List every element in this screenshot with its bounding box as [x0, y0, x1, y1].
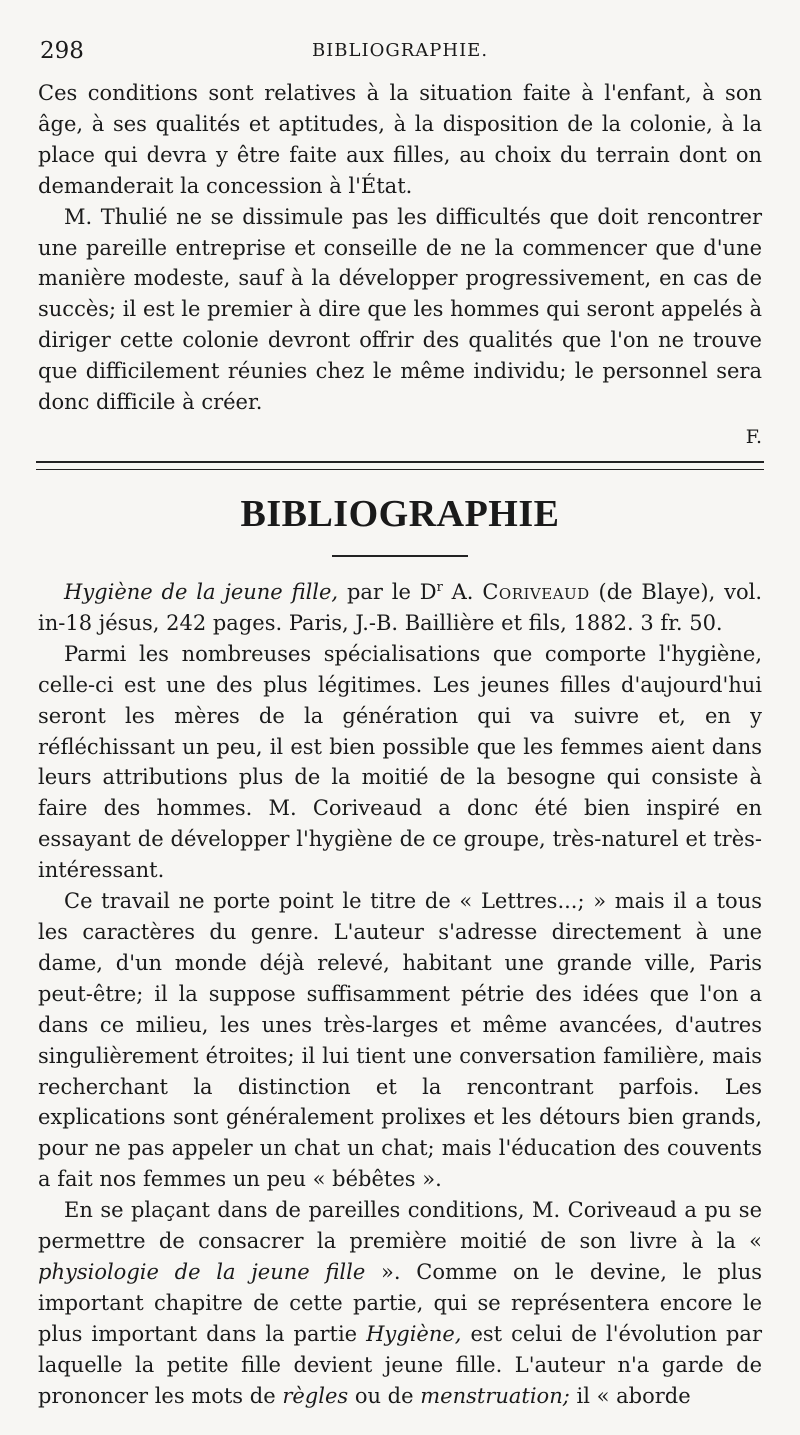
title-underline [332, 555, 468, 557]
paragraph: M. Thulié ne se dissimule pas les difficultés que doit rencontrer une pareille entreprise et conseille de ne la commencer que d'une manière modeste, sauf à la développer progressivement, en cas de succès; il est le premier à dire que les hommes qui seront appelés à diriger cette colonie devront offrir des qualités que l'on ne trouve que difficilement réunies chez le même individu; le personnel sera donc difficile à créer. [38, 204, 762, 415]
review-citation: Hygiène de la jeune fille, par le $D^r$ A. Coriveaud (de Blaye), vol. in-18 jésus, 242 pages. Paris, J.-B. Baillière et fils, 1882. 3 fr. 50. [38, 580, 762, 635]
page-header [40, 38, 760, 66]
author-signature: F. [745, 425, 762, 448]
paragraph: Ces conditions sont relatives à la situation faite à l'enfant, à son âge, à ses qualités et aptitudes, à la disposition de la colonie, à la place qui devra y être faite aux filles, au choix du terrain dont on demanderait la concession à l'État. [38, 81, 762, 198]
paragraph: Ce travail ne porte point le titre de « Lettres...; » mais il a tous les caractères du genre. L'auteur s'adresse directement à une dame, d'un monde déjà relevé, habitant une grande ville, Paris peut-être; il la suppose suffisamment pétrie des idées que l'on a dans ce milieu, les unes très-larges et même avancées, d'autres singulièrement étroites; il lui tient une conversation familière, mais recherchant la distinction et la rencontrant parfois. Les explications sont généralement prolixes et les détours bien grands, pour ne pas appeler un chat un chat; mais l'éducation des couvents a fait nos femmes un peu « bébêtes ». [38, 889, 762, 1192]
book-title: Hygiène de la jeune fille, [64, 580, 339, 604]
book-review [38, 577, 762, 1411]
section-title: BIBLIOGRAPHIE [240, 493, 560, 535]
author-name: Coriveaud [482, 580, 590, 604]
paragraph: Parmi les nombreuses spécialisations que comporte l'hygiène, celle-ci est une des plus légitimes. Les jeunes filles d'aujourd'hui seront les mères de la génération qui va suivre et, en y réfléchissant un peu, il est bien possible que les femmes aient dans leurs attributions plus de la moitié de la besogne qui consiste à faire des hommes. M. Coriveaud a donc été bien inspiré en essayant de développer l'hygiène de ce groupe, très-naturel et très-intéressant. [38, 641, 762, 883]
running-head: BIBLIOGRAPHIE. [311, 40, 489, 61]
paragraph: En se plaçant dans de pareilles conditions, M. Coriveaud a pu se permettre de consacrer la première moitié de son livre à la « physiologie de la jeune fille ». Comme on le devine, le plus important chapitre de cette partie, qui se représentera encore le plus important dans la partie Hygiène, est celui de l'évolution par laquelle la petite fille devient jeune fille. L'auteur n'a garde de prononcer les mots de règles ou de menstruation; il « aborde [38, 1198, 762, 1408]
previous-article-end [38, 78, 762, 453]
page-number: 298 [40, 38, 84, 64]
section-divider [36, 461, 764, 470]
